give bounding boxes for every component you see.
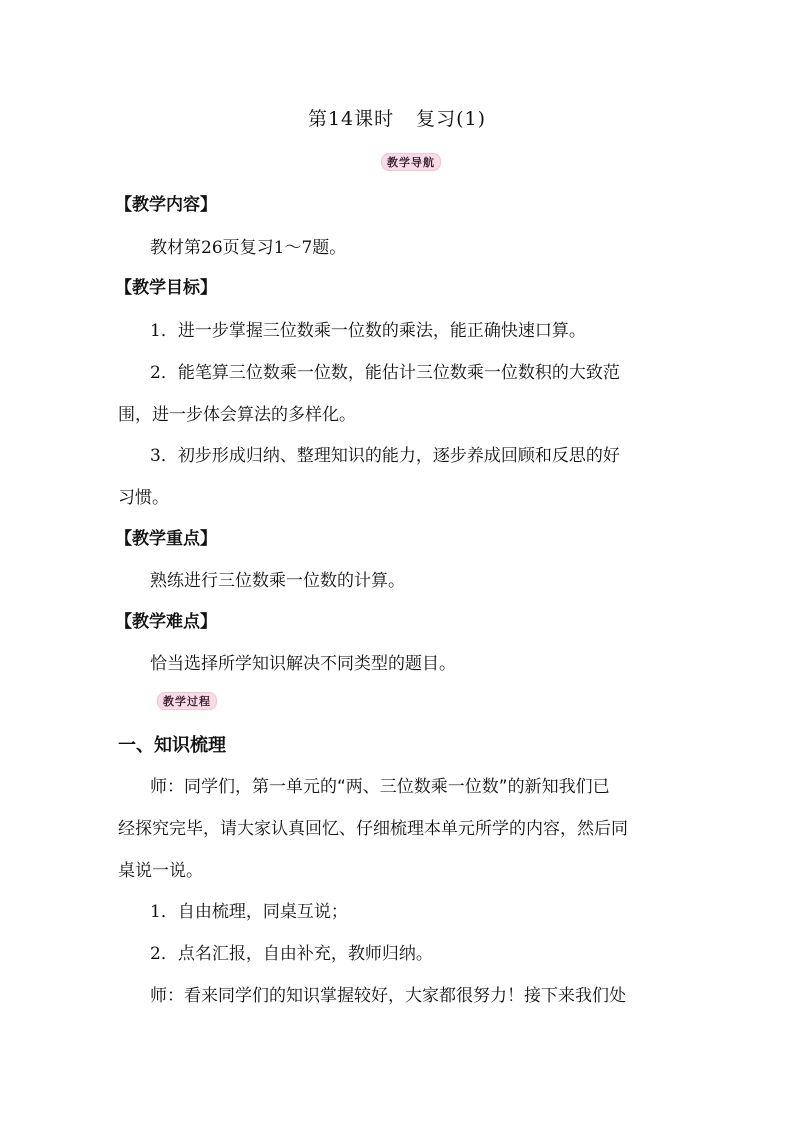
part-1-heading: 一、知识梳理 xyxy=(118,735,226,756)
lesson-topic: 复习(1) xyxy=(416,108,487,130)
paragraph-1-line-1: 师：同学们，第一单元的“两、三位数乘一位数”的新知我们已 xyxy=(150,777,610,797)
step-1: 1．自由梳理，同桌互说； xyxy=(150,902,348,922)
goal-3-line-1: 3．初步形成归纳、整理知识的能力，逐步养成回顾和反思的好 xyxy=(150,446,620,466)
goal-2-line-2: 围，进一步体会算法的多样化。 xyxy=(118,405,356,425)
key-text: 熟练进行三位数乘一位数的计算。 xyxy=(150,571,405,591)
goal-1: 1．进一步掌握三位数乘一位数的乘法，能正确快速口算。 xyxy=(150,321,586,341)
lesson-title xyxy=(0,104,794,131)
goals-heading: 【教学目标】 xyxy=(115,278,217,298)
teaching-process-badge: 教学过程 xyxy=(157,692,217,710)
paragraph-1-line-3: 桌说一说。 xyxy=(118,861,203,881)
content-heading: 【教学内容】 xyxy=(115,195,217,215)
goal-2-line-1: 2．能笔算三位数乘一位数，能估计三位数乘一位数积的大致范 xyxy=(150,363,620,383)
paragraph-1-line-2: 经探究完毕，请大家认真回忆、仔细梳理本单元所学的内容，然后同 xyxy=(118,819,628,839)
key-heading: 【教学重点】 xyxy=(115,529,217,549)
goal-3-line-2: 习惯。 xyxy=(118,488,169,508)
difficulty-heading: 【教学难点】 xyxy=(115,612,217,632)
content-text: 教材第26页复习1～7题。 xyxy=(150,238,347,258)
paragraph-2-line-1: 师：看来同学们的知识掌握较好，大家都很努力！接下来我们处 xyxy=(150,986,626,1006)
step-2: 2．点名汇报，自由补充，教师归纳。 xyxy=(150,944,433,964)
difficulty-text: 恰当选择所学知识解决不同类型的题目。 xyxy=(150,654,456,674)
lesson-number: 第14课时 xyxy=(307,108,395,130)
teaching-guide-badge: 教学导航 xyxy=(381,153,441,171)
